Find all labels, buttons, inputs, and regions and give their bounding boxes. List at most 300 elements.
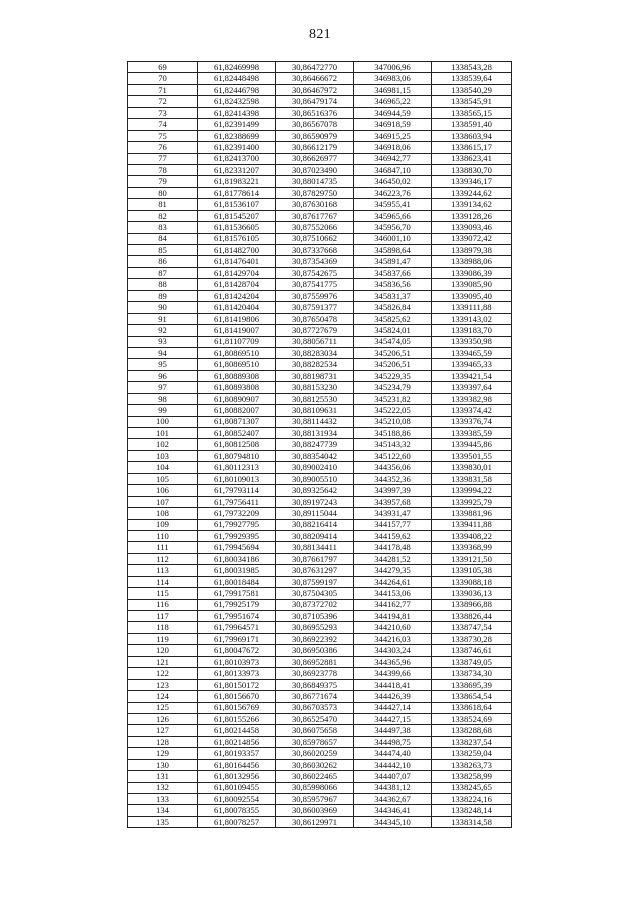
longitude-cell: 30,87591377 bbox=[276, 302, 354, 313]
table-row bbox=[128, 359, 512, 370]
latitude-cell: 61,80133973 bbox=[198, 668, 276, 679]
y-coordinate-cell: 1338746,61 bbox=[432, 645, 512, 656]
x-coordinate-cell: 344356,06 bbox=[354, 462, 432, 473]
y-coordinate-cell: 1339397,64 bbox=[432, 382, 512, 393]
y-coordinate-cell: 1339385,59 bbox=[432, 428, 512, 439]
x-coordinate-cell: 344407,07 bbox=[354, 771, 432, 782]
y-coordinate-cell: 1339994,22 bbox=[432, 485, 512, 496]
longitude-cell: 30,88354042 bbox=[276, 450, 354, 461]
table-row bbox=[128, 611, 512, 622]
y-coordinate-cell: 1338979,38 bbox=[432, 245, 512, 256]
latitude-cell: 61,80794810 bbox=[198, 450, 276, 461]
table-row bbox=[128, 439, 512, 450]
table-row bbox=[128, 370, 512, 381]
x-coordinate-cell: 346915,25 bbox=[354, 130, 432, 141]
longitude-cell: 30,85998066 bbox=[276, 782, 354, 793]
table-row bbox=[128, 84, 512, 95]
y-coordinate-cell: 1338259,04 bbox=[432, 748, 512, 759]
latitude-cell: 61,81536605 bbox=[198, 222, 276, 233]
x-coordinate-cell: 344216,03 bbox=[354, 633, 432, 644]
x-coordinate-cell: 344442,10 bbox=[354, 759, 432, 770]
latitude-cell: 61,81429704 bbox=[198, 267, 276, 278]
table-row bbox=[128, 771, 512, 782]
table-row bbox=[128, 233, 512, 244]
point-number-cell: 103 bbox=[128, 450, 198, 461]
table-row bbox=[128, 199, 512, 210]
table-row bbox=[128, 759, 512, 770]
longitude-cell: 30,87541775 bbox=[276, 279, 354, 290]
coordinates-table-body bbox=[128, 62, 512, 828]
y-coordinate-cell: 1338654,54 bbox=[432, 691, 512, 702]
point-number-cell: 72 bbox=[128, 96, 198, 107]
x-coordinate-cell: 344346,41 bbox=[354, 805, 432, 816]
table-row bbox=[128, 576, 512, 587]
table-row bbox=[128, 347, 512, 358]
point-number-cell: 83 bbox=[128, 222, 198, 233]
y-coordinate-cell: 1338591,40 bbox=[432, 119, 512, 130]
longitude-cell: 30,86479174 bbox=[276, 96, 354, 107]
x-coordinate-cell: 346981,15 bbox=[354, 84, 432, 95]
latitude-cell: 61,81482700 bbox=[198, 245, 276, 256]
table-row bbox=[128, 748, 512, 759]
longitude-cell: 30,89005510 bbox=[276, 473, 354, 484]
latitude-cell: 61,80156670 bbox=[198, 691, 276, 702]
x-coordinate-cell: 346983,06 bbox=[354, 73, 432, 84]
latitude-cell: 61,80031985 bbox=[198, 565, 276, 576]
longitude-cell: 30,89197243 bbox=[276, 496, 354, 507]
point-number-cell: 88 bbox=[128, 279, 198, 290]
x-coordinate-cell: 344303,24 bbox=[354, 645, 432, 656]
y-coordinate-cell: 1338545,91 bbox=[432, 96, 512, 107]
latitude-cell: 61,79925179 bbox=[198, 599, 276, 610]
y-coordinate-cell: 1338988,06 bbox=[432, 256, 512, 267]
x-coordinate-cell: 344264,61 bbox=[354, 576, 432, 587]
point-number-cell: 100 bbox=[128, 416, 198, 427]
y-coordinate-cell: 1339134,62 bbox=[432, 199, 512, 210]
x-coordinate-cell: 344281,52 bbox=[354, 553, 432, 564]
y-coordinate-cell: 1339093,46 bbox=[432, 222, 512, 233]
y-coordinate-cell: 1339368,99 bbox=[432, 542, 512, 553]
latitude-cell: 61,80852407 bbox=[198, 428, 276, 439]
table-row bbox=[128, 416, 512, 427]
latitude-cell: 61,82446798 bbox=[198, 84, 276, 95]
x-coordinate-cell: 346450,02 bbox=[354, 176, 432, 187]
y-coordinate-cell: 1339465,33 bbox=[432, 359, 512, 370]
y-coordinate-cell: 1339830,01 bbox=[432, 462, 512, 473]
point-number-cell: 133 bbox=[128, 794, 198, 805]
x-coordinate-cell: 345122,60 bbox=[354, 450, 432, 461]
table-row bbox=[128, 725, 512, 736]
longitude-cell: 30,88282534 bbox=[276, 359, 354, 370]
longitude-cell: 30,87727679 bbox=[276, 325, 354, 336]
table-row bbox=[128, 325, 512, 336]
longitude-cell: 30,88216414 bbox=[276, 519, 354, 530]
y-coordinate-cell: 1338314,58 bbox=[432, 816, 512, 827]
x-coordinate-cell: 345824,01 bbox=[354, 325, 432, 336]
longitude-cell: 30,87504305 bbox=[276, 588, 354, 599]
x-coordinate-cell: 344426,39 bbox=[354, 691, 432, 702]
longitude-cell: 30,87599197 bbox=[276, 576, 354, 587]
point-number-cell: 132 bbox=[128, 782, 198, 793]
y-coordinate-cell: 1339121,50 bbox=[432, 553, 512, 564]
table-row bbox=[128, 290, 512, 301]
y-coordinate-cell: 1338524,69 bbox=[432, 713, 512, 724]
y-coordinate-cell: 1339105,38 bbox=[432, 565, 512, 576]
table-row bbox=[128, 142, 512, 153]
table-row bbox=[128, 668, 512, 679]
x-coordinate-cell: 344427,14 bbox=[354, 702, 432, 713]
x-coordinate-cell: 346223,76 bbox=[354, 187, 432, 198]
latitude-cell: 61,79964571 bbox=[198, 622, 276, 633]
latitude-cell: 61,80871307 bbox=[198, 416, 276, 427]
point-number-cell: 76 bbox=[128, 142, 198, 153]
table-row bbox=[128, 393, 512, 404]
point-number-cell: 90 bbox=[128, 302, 198, 313]
table-row bbox=[128, 222, 512, 233]
latitude-cell: 61,80882007 bbox=[198, 405, 276, 416]
y-coordinate-cell: 1338224,16 bbox=[432, 794, 512, 805]
latitude-cell: 61,80164456 bbox=[198, 759, 276, 770]
x-coordinate-cell: 345229,35 bbox=[354, 370, 432, 381]
table-row bbox=[128, 588, 512, 599]
latitude-cell: 61,79756411 bbox=[198, 496, 276, 507]
y-coordinate-cell: 1339374,42 bbox=[432, 405, 512, 416]
longitude-cell: 30,85957967 bbox=[276, 794, 354, 805]
y-coordinate-cell: 1339925,79 bbox=[432, 496, 512, 507]
table-row bbox=[128, 656, 512, 667]
longitude-cell: 30,87510662 bbox=[276, 233, 354, 244]
latitude-cell: 61,81536107 bbox=[198, 199, 276, 210]
point-number-cell: 121 bbox=[128, 656, 198, 667]
latitude-cell: 61,80812508 bbox=[198, 439, 276, 450]
longitude-cell: 30,89325642 bbox=[276, 485, 354, 496]
x-coordinate-cell: 343931,47 bbox=[354, 508, 432, 519]
point-number-cell: 117 bbox=[128, 611, 198, 622]
latitude-cell: 61,81428704 bbox=[198, 279, 276, 290]
y-coordinate-cell: 1339036,13 bbox=[432, 588, 512, 599]
latitude-cell: 61,80092554 bbox=[198, 794, 276, 805]
longitude-cell: 30,86703573 bbox=[276, 702, 354, 713]
table-row bbox=[128, 450, 512, 461]
longitude-cell: 30,88153230 bbox=[276, 382, 354, 393]
latitude-cell: 61,80156769 bbox=[198, 702, 276, 713]
point-number-cell: 89 bbox=[128, 290, 198, 301]
latitude-cell: 61,80214856 bbox=[198, 736, 276, 747]
latitude-cell: 61,82448498 bbox=[198, 73, 276, 84]
longitude-cell: 30,88209414 bbox=[276, 530, 354, 541]
latitude-cell: 61,82413700 bbox=[198, 153, 276, 164]
table-row bbox=[128, 508, 512, 519]
table-row bbox=[128, 245, 512, 256]
table-row bbox=[128, 279, 512, 290]
longitude-cell: 30,89002410 bbox=[276, 462, 354, 473]
longitude-cell: 30,87542675 bbox=[276, 267, 354, 278]
longitude-cell: 30,87552066 bbox=[276, 222, 354, 233]
x-coordinate-cell: 345206,51 bbox=[354, 359, 432, 370]
point-number-cell: 108 bbox=[128, 508, 198, 519]
point-number-cell: 115 bbox=[128, 588, 198, 599]
point-number-cell: 102 bbox=[128, 439, 198, 450]
table-row bbox=[128, 210, 512, 221]
longitude-cell: 30,86466672 bbox=[276, 73, 354, 84]
longitude-cell: 30,86849375 bbox=[276, 679, 354, 690]
y-coordinate-cell: 1338695,39 bbox=[432, 679, 512, 690]
x-coordinate-cell: 344365,96 bbox=[354, 656, 432, 667]
y-coordinate-cell: 1338830,70 bbox=[432, 164, 512, 175]
x-coordinate-cell: 345222,05 bbox=[354, 405, 432, 416]
point-number-cell: 114 bbox=[128, 576, 198, 587]
x-coordinate-cell: 344427,15 bbox=[354, 713, 432, 724]
page-number: 821 bbox=[309, 27, 331, 42]
x-coordinate-cell: 344399,66 bbox=[354, 668, 432, 679]
latitude-cell: 61,80869510 bbox=[198, 359, 276, 370]
x-coordinate-cell: 345965,66 bbox=[354, 210, 432, 221]
latitude-cell: 61,79929395 bbox=[198, 530, 276, 541]
y-coordinate-cell: 1339095,40 bbox=[432, 290, 512, 301]
y-coordinate-cell: 1339421,54 bbox=[432, 370, 512, 381]
table-row bbox=[128, 691, 512, 702]
longitude-cell: 30,86525470 bbox=[276, 713, 354, 724]
y-coordinate-cell: 1338603,94 bbox=[432, 130, 512, 141]
longitude-cell: 30,86950386 bbox=[276, 645, 354, 656]
longitude-cell: 30,87630168 bbox=[276, 199, 354, 210]
latitude-cell: 61,82414398 bbox=[198, 107, 276, 118]
x-coordinate-cell: 344362,67 bbox=[354, 794, 432, 805]
point-number-cell: 113 bbox=[128, 565, 198, 576]
y-coordinate-cell: 1339088,18 bbox=[432, 576, 512, 587]
x-coordinate-cell: 345231,82 bbox=[354, 393, 432, 404]
x-coordinate-cell: 346847,10 bbox=[354, 164, 432, 175]
table-row bbox=[128, 405, 512, 416]
x-coordinate-cell: 345956,70 bbox=[354, 222, 432, 233]
latitude-cell: 61,79732209 bbox=[198, 508, 276, 519]
longitude-cell: 30,87105396 bbox=[276, 611, 354, 622]
table-row bbox=[128, 565, 512, 576]
latitude-cell: 61,82391400 bbox=[198, 142, 276, 153]
latitude-cell: 61,79917581 bbox=[198, 588, 276, 599]
table-row bbox=[128, 164, 512, 175]
x-coordinate-cell: 344352,36 bbox=[354, 473, 432, 484]
latitude-cell: 61,82388699 bbox=[198, 130, 276, 141]
x-coordinate-cell: 346965,22 bbox=[354, 96, 432, 107]
point-number-cell: 107 bbox=[128, 496, 198, 507]
point-number-cell: 91 bbox=[128, 313, 198, 324]
latitude-cell: 61,79945694 bbox=[198, 542, 276, 553]
table-row bbox=[128, 73, 512, 84]
x-coordinate-cell: 345188,86 bbox=[354, 428, 432, 439]
point-number-cell: 105 bbox=[128, 473, 198, 484]
point-number-cell: 82 bbox=[128, 210, 198, 221]
x-coordinate-cell: 345891,47 bbox=[354, 256, 432, 267]
latitude-cell: 61,80078355 bbox=[198, 805, 276, 816]
table-row bbox=[128, 485, 512, 496]
x-coordinate-cell: 346942,77 bbox=[354, 153, 432, 164]
table-row bbox=[128, 713, 512, 724]
y-coordinate-cell: 1338966,88 bbox=[432, 599, 512, 610]
y-coordinate-cell: 1339445,86 bbox=[432, 439, 512, 450]
point-number-cell: 73 bbox=[128, 107, 198, 118]
point-number-cell: 96 bbox=[128, 370, 198, 381]
point-number-cell: 92 bbox=[128, 325, 198, 336]
point-number-cell: 84 bbox=[128, 233, 198, 244]
latitude-cell: 61,81476401 bbox=[198, 256, 276, 267]
latitude-cell: 61,80132956 bbox=[198, 771, 276, 782]
point-number-cell: 75 bbox=[128, 130, 198, 141]
y-coordinate-cell: 1339183,70 bbox=[432, 325, 512, 336]
longitude-cell: 30,88125530 bbox=[276, 393, 354, 404]
table-row bbox=[128, 599, 512, 610]
x-coordinate-cell: 344162,77 bbox=[354, 599, 432, 610]
latitude-cell: 61,81420404 bbox=[198, 302, 276, 313]
latitude-cell: 61,80078257 bbox=[198, 816, 276, 827]
y-coordinate-cell: 1338730,28 bbox=[432, 633, 512, 644]
point-number-cell: 128 bbox=[128, 736, 198, 747]
point-number-cell: 85 bbox=[128, 245, 198, 256]
longitude-cell: 30,86516376 bbox=[276, 107, 354, 118]
latitude-cell: 61,80155266 bbox=[198, 713, 276, 724]
table-row bbox=[128, 633, 512, 644]
point-number-cell: 71 bbox=[128, 84, 198, 95]
table-row bbox=[128, 176, 512, 187]
table-row bbox=[128, 645, 512, 656]
latitude-cell: 61,80047672 bbox=[198, 645, 276, 656]
longitude-cell: 30,87559976 bbox=[276, 290, 354, 301]
y-coordinate-cell: 1339086,39 bbox=[432, 267, 512, 278]
point-number-cell: 120 bbox=[128, 645, 198, 656]
point-number-cell: 74 bbox=[128, 119, 198, 130]
table-row bbox=[128, 473, 512, 484]
latitude-cell: 61,80103973 bbox=[198, 656, 276, 667]
latitude-cell: 61,81419007 bbox=[198, 325, 276, 336]
x-coordinate-cell: 345898,64 bbox=[354, 245, 432, 256]
table-row bbox=[128, 336, 512, 347]
longitude-cell: 30,86472770 bbox=[276, 62, 354, 73]
latitude-cell: 61,80109455 bbox=[198, 782, 276, 793]
x-coordinate-cell: 344157,77 bbox=[354, 519, 432, 530]
longitude-cell: 30,87354369 bbox=[276, 256, 354, 267]
longitude-cell: 30,87661797 bbox=[276, 553, 354, 564]
latitude-cell: 61,80214458 bbox=[198, 725, 276, 736]
point-number-cell: 94 bbox=[128, 347, 198, 358]
y-coordinate-cell: 1339128,26 bbox=[432, 210, 512, 221]
y-coordinate-cell: 1339085,90 bbox=[432, 279, 512, 290]
longitude-cell: 30,88014735 bbox=[276, 176, 354, 187]
y-coordinate-cell: 1338540,29 bbox=[432, 84, 512, 95]
y-coordinate-cell: 1338237,54 bbox=[432, 736, 512, 747]
x-coordinate-cell: 345143,32 bbox=[354, 439, 432, 450]
x-coordinate-cell: 344345,10 bbox=[354, 816, 432, 827]
latitude-cell: 61,80889308 bbox=[198, 370, 276, 381]
point-number-cell: 98 bbox=[128, 393, 198, 404]
table-row bbox=[128, 496, 512, 507]
x-coordinate-cell: 346918,59 bbox=[354, 119, 432, 130]
point-number-cell: 101 bbox=[128, 428, 198, 439]
longitude-cell: 30,87631297 bbox=[276, 565, 354, 576]
longitude-cell: 30,88056711 bbox=[276, 336, 354, 347]
point-number-cell: 130 bbox=[128, 759, 198, 770]
x-coordinate-cell: 346944,59 bbox=[354, 107, 432, 118]
point-number-cell: 110 bbox=[128, 530, 198, 541]
table-row bbox=[128, 313, 512, 324]
table-row bbox=[128, 782, 512, 793]
latitude-cell: 61,81424204 bbox=[198, 290, 276, 301]
x-coordinate-cell: 343957,68 bbox=[354, 496, 432, 507]
table-row bbox=[128, 794, 512, 805]
point-number-cell: 95 bbox=[128, 359, 198, 370]
y-coordinate-cell: 1339143,02 bbox=[432, 313, 512, 324]
point-number-cell: 70 bbox=[128, 73, 198, 84]
x-coordinate-cell: 344178,48 bbox=[354, 542, 432, 553]
y-coordinate-cell: 1338258,99 bbox=[432, 771, 512, 782]
latitude-cell: 61,82331207 bbox=[198, 164, 276, 175]
table-row bbox=[128, 530, 512, 541]
latitude-cell: 61,81778614 bbox=[198, 187, 276, 198]
x-coordinate-cell: 344474,40 bbox=[354, 748, 432, 759]
y-coordinate-cell: 1339346,17 bbox=[432, 176, 512, 187]
point-number-cell: 78 bbox=[128, 164, 198, 175]
x-coordinate-cell: 345234,79 bbox=[354, 382, 432, 393]
table-row bbox=[128, 107, 512, 118]
y-coordinate-cell: 1338565,15 bbox=[432, 107, 512, 118]
latitude-cell: 61,79951674 bbox=[198, 611, 276, 622]
y-coordinate-cell: 1338539,64 bbox=[432, 73, 512, 84]
point-number-cell: 129 bbox=[128, 748, 198, 759]
latitude-cell: 61,80018484 bbox=[198, 576, 276, 587]
y-coordinate-cell: 1339501,55 bbox=[432, 450, 512, 461]
point-number-cell: 124 bbox=[128, 691, 198, 702]
y-coordinate-cell: 1339831,58 bbox=[432, 473, 512, 484]
latitude-cell: 61,82469998 bbox=[198, 62, 276, 73]
point-number-cell: 135 bbox=[128, 816, 198, 827]
longitude-cell: 30,86626977 bbox=[276, 153, 354, 164]
point-number-cell: 79 bbox=[128, 176, 198, 187]
table-row bbox=[128, 542, 512, 553]
y-coordinate-cell: 1339408,22 bbox=[432, 530, 512, 541]
longitude-cell: 30,87023490 bbox=[276, 164, 354, 175]
table-row bbox=[128, 187, 512, 198]
latitude-cell: 61,80034186 bbox=[198, 553, 276, 564]
latitude-cell: 61,79927795 bbox=[198, 519, 276, 530]
y-coordinate-cell: 1339411,88 bbox=[432, 519, 512, 530]
longitude-cell: 30,87337668 bbox=[276, 245, 354, 256]
table-row bbox=[128, 428, 512, 439]
longitude-cell: 30,86922392 bbox=[276, 633, 354, 644]
x-coordinate-cell: 344418,41 bbox=[354, 679, 432, 690]
y-coordinate-cell: 1338749,05 bbox=[432, 656, 512, 667]
point-number-cell: 134 bbox=[128, 805, 198, 816]
y-coordinate-cell: 1339111,88 bbox=[432, 302, 512, 313]
latitude-cell: 61,82391499 bbox=[198, 119, 276, 130]
latitude-cell: 61,81576105 bbox=[198, 233, 276, 244]
coordinates-table bbox=[127, 61, 512, 828]
y-coordinate-cell: 1339382,98 bbox=[432, 393, 512, 404]
y-coordinate-cell: 1339465,59 bbox=[432, 347, 512, 358]
x-coordinate-cell: 344153,06 bbox=[354, 588, 432, 599]
longitude-cell: 30,86467972 bbox=[276, 84, 354, 95]
x-coordinate-cell: 344381,12 bbox=[354, 782, 432, 793]
point-number-cell: 123 bbox=[128, 679, 198, 690]
longitude-cell: 30,86923778 bbox=[276, 668, 354, 679]
table-row bbox=[128, 96, 512, 107]
latitude-cell: 61,81983221 bbox=[198, 176, 276, 187]
table-row bbox=[128, 382, 512, 393]
longitude-cell: 30,87372702 bbox=[276, 599, 354, 610]
longitude-cell: 30,86612179 bbox=[276, 142, 354, 153]
y-coordinate-cell: 1339376,74 bbox=[432, 416, 512, 427]
x-coordinate-cell: 345826,84 bbox=[354, 302, 432, 313]
point-number-cell: 87 bbox=[128, 267, 198, 278]
x-coordinate-cell: 344159,62 bbox=[354, 530, 432, 541]
